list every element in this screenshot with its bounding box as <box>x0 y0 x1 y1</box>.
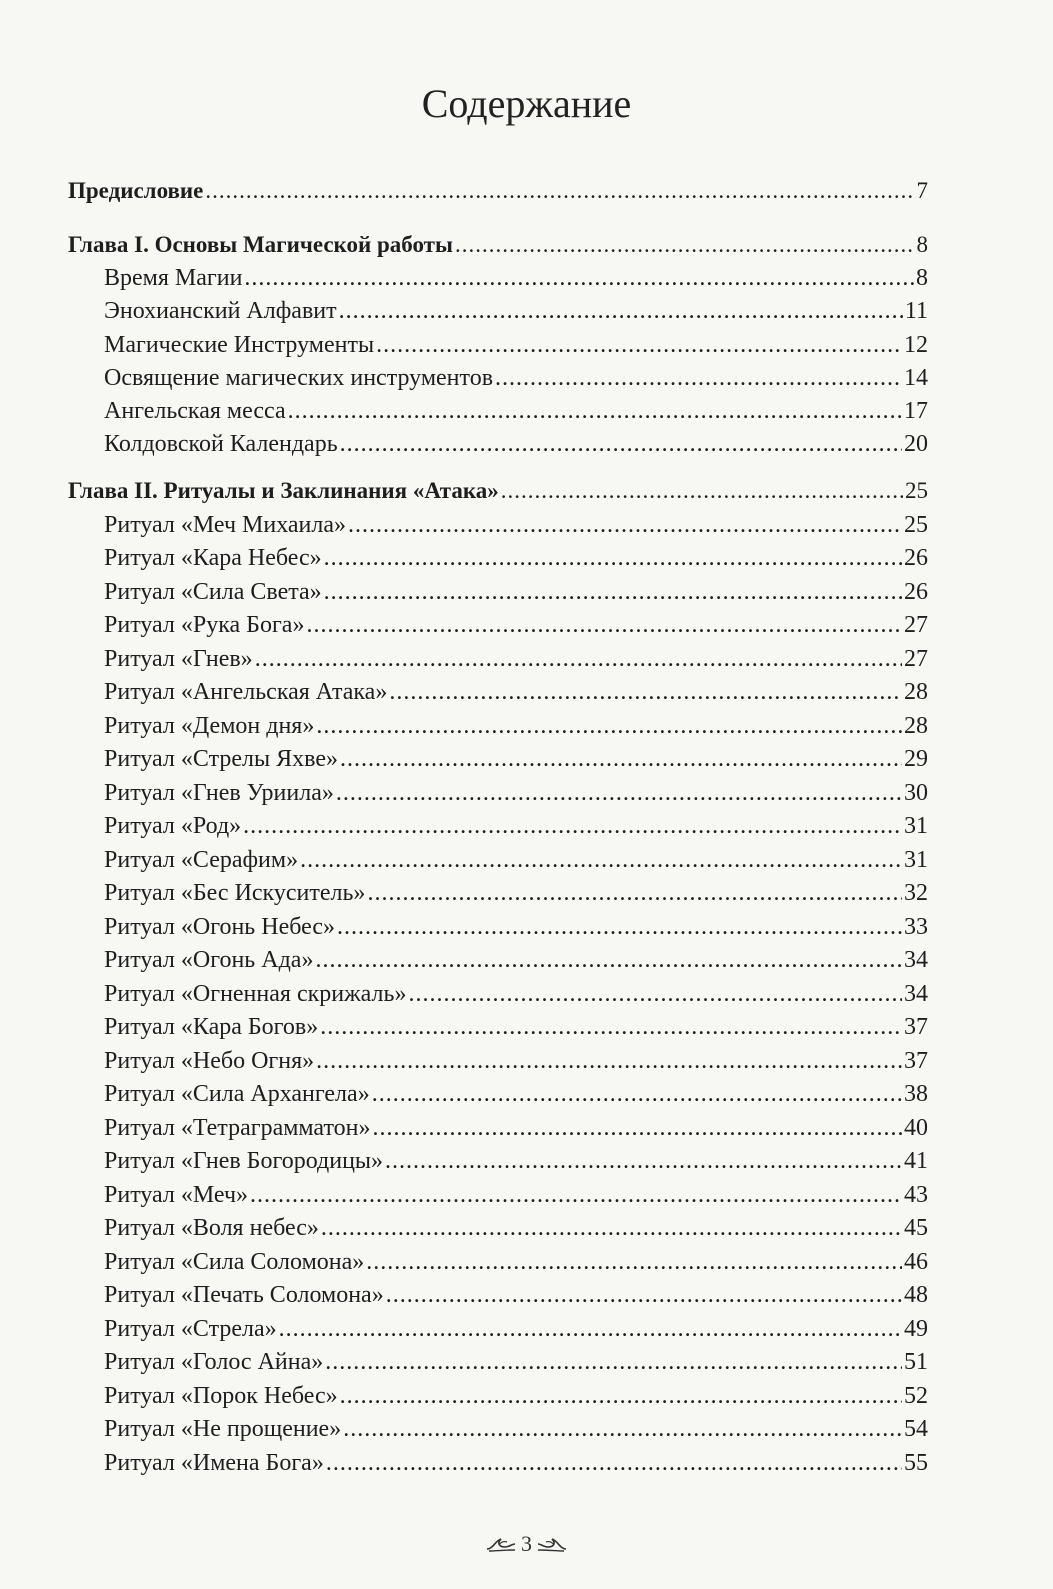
toc-entry <box>104 1079 928 1109</box>
toc-entry-title: Энохианский Алфавит <box>104 298 337 325</box>
toc-entry <box>104 363 928 393</box>
dot-leader <box>455 230 915 260</box>
toc-entry-title: Ритуал «Голос Айна» <box>104 1349 324 1375</box>
toc-entry-title: Ритуал «Сила Света» <box>104 578 322 605</box>
toc-entry <box>104 677 928 707</box>
toc-entry-page: 49 <box>904 1315 928 1342</box>
toc-entry <box>104 878 928 908</box>
dot-leader <box>205 176 914 206</box>
toc-entry <box>104 912 928 942</box>
dot-leader <box>315 945 902 975</box>
dot-leader <box>324 543 902 573</box>
dot-leader <box>326 1448 902 1478</box>
dot-leader <box>320 1012 902 1042</box>
toc-entry-title: Ритуал «Род» <box>104 813 242 839</box>
toc-entry-title: Глава I. Основы Магической работы <box>68 232 453 257</box>
toc-entry <box>104 845 928 875</box>
toc-chapter-entry <box>68 476 928 506</box>
toc-entry <box>104 945 928 975</box>
toc-entry-page: 27 <box>904 612 928 638</box>
toc-entry-title: Ритуал «Кара Богов» <box>104 1014 319 1040</box>
toc-entry-page: 51 <box>904 1349 928 1375</box>
dot-leader <box>372 1113 902 1143</box>
toc-entry <box>104 429 928 459</box>
dot-leader <box>316 711 902 741</box>
toc-entry-title: Предисловие <box>68 178 204 203</box>
toc-entry-page: 28 <box>904 712 928 739</box>
toc-entry-page: 31 <box>904 846 928 873</box>
toc-entry <box>104 296 928 326</box>
dot-leader <box>340 1381 902 1411</box>
toc-entry-page: 20 <box>904 431 928 458</box>
toc-entry-title: Ритуал «Бес Искуситель» <box>104 880 366 906</box>
toc-entry-title: Ритуал «Демон дня» <box>104 712 315 739</box>
toc-entry <box>104 1448 928 1478</box>
toc-entry <box>104 1314 928 1344</box>
toc-entry-title: Время Магии <box>104 265 243 292</box>
toc-entry-page: 45 <box>904 1215 928 1241</box>
toc-entry <box>104 330 928 360</box>
toc-entry-page: 7 <box>916 178 928 203</box>
toc-entry-title: Освящение магических инструментов <box>104 364 494 391</box>
toc-entry-title: Ритуал «Сила Соломона» <box>104 1248 365 1275</box>
toc-entry-page: 32 <box>904 880 928 906</box>
dot-leader <box>336 778 902 808</box>
dot-leader <box>385 1146 902 1176</box>
toc-entry <box>104 1280 928 1310</box>
toc-entry-title: Магические Инструменты <box>104 331 375 358</box>
toc-entry <box>104 577 928 607</box>
toc-entry-page: 17 <box>904 398 928 424</box>
page-number: 3 <box>521 1531 532 1556</box>
toc-entry-title: Ритуал «Воля небес» <box>104 1215 319 1241</box>
right-ornament-icon <box>536 1535 568 1553</box>
toc-entry-page: 8 <box>916 232 928 257</box>
page-title: Содержание <box>421 81 632 126</box>
toc-entry <box>104 396 928 426</box>
toc-entry-title: Ритуал «Гнев Уриила» <box>104 779 334 806</box>
dot-leader <box>501 476 903 506</box>
toc-entry-page: 37 <box>904 1014 928 1040</box>
toc-entry <box>104 1046 928 1076</box>
toc-entry <box>104 543 928 573</box>
dot-leader <box>316 1046 902 1076</box>
left-ornament-icon <box>485 1535 517 1553</box>
toc-entry-page: 46 <box>904 1248 928 1275</box>
dot-leader <box>389 677 902 707</box>
toc-entry <box>104 778 928 808</box>
toc-entry-title: Ритуал «Кара Небес» <box>104 545 322 571</box>
dot-leader <box>321 1213 902 1243</box>
toc-entry <box>104 1247 928 1277</box>
toc-entry <box>104 510 928 540</box>
toc-entry <box>104 1180 928 1210</box>
dot-leader <box>495 363 902 393</box>
toc-entry-title: Ритуал «Меч Михаила» <box>104 511 347 538</box>
toc-entry-title: Ритуал «Имена Бога» <box>104 1449 324 1476</box>
dot-leader <box>279 1314 902 1344</box>
toc-entry <box>104 1012 928 1042</box>
toc-entry-title: Ритуал «Серафим» <box>104 846 299 873</box>
toc-entry <box>104 1213 928 1243</box>
dot-leader <box>306 610 902 640</box>
dot-leader <box>376 330 902 360</box>
toc-entry-title: Ритуал «Не прощение» <box>104 1416 342 1442</box>
toc-entry-page: 52 <box>904 1382 928 1409</box>
toc-entry-page: 41 <box>904 1148 928 1174</box>
toc-entry-page: 11 <box>904 298 928 325</box>
toc-entry <box>104 1414 928 1444</box>
toc-entry <box>104 1347 928 1377</box>
toc-entry-title: Ритуал «Ангельская Атака» <box>104 679 388 705</box>
dot-leader <box>255 644 902 674</box>
toc-entry-page: 43 <box>904 1181 928 1208</box>
toc-entry-page: 55 <box>904 1449 928 1476</box>
toc-entry-page: 48 <box>904 1282 928 1308</box>
toc-entry-page: 25 <box>905 478 928 503</box>
toc-entry-title: Ритуал «Рука Бога» <box>104 612 305 638</box>
toc-entry-title: Ритуал «Небо Огня» <box>104 1047 315 1074</box>
dot-leader <box>366 1247 902 1277</box>
dot-leader <box>340 429 902 459</box>
toc-chapter-entry <box>68 230 928 260</box>
toc-entry <box>104 644 928 674</box>
toc-entry-title: Ритуал «Стрелы Яхве» <box>104 746 338 772</box>
dot-leader <box>367 878 902 908</box>
toc-entry-page: 34 <box>904 947 928 973</box>
dot-leader <box>300 845 902 875</box>
toc-entry-page: 8 <box>916 265 928 292</box>
dot-leader <box>372 1079 902 1109</box>
dot-leader <box>325 1347 902 1377</box>
toc-entry-page: 54 <box>904 1416 928 1442</box>
toc-entry-title: Ритуал «Гнев Богородицы» <box>104 1148 384 1174</box>
toc-chapter-entry <box>68 176 928 206</box>
toc-entry-page: 25 <box>904 511 928 538</box>
toc-entry <box>104 263 928 293</box>
toc-entry-title: Ритуал «Огонь Ада» <box>104 947 314 973</box>
toc-entry-page: 34 <box>904 980 928 1007</box>
toc-entry <box>104 979 928 1009</box>
toc-entry-title: Ритуал «Тетраграмматон» <box>104 1114 371 1141</box>
toc-entry-title: Ритуал «Печать Соломона» <box>104 1282 384 1308</box>
toc-entry-page: 26 <box>904 578 928 605</box>
toc-entry-title: Ритуал «Гнев» <box>104 645 253 672</box>
toc-entry-page: 37 <box>904 1047 928 1074</box>
dot-leader <box>243 811 902 841</box>
toc-entry-page: 28 <box>904 679 928 705</box>
toc-entry-title: Ритуал «Огонь Небес» <box>104 913 336 940</box>
toc-entry <box>104 1113 928 1143</box>
dot-leader <box>324 577 902 607</box>
toc-entry-title: Глава II. Ритуалы и Заклинания «Атака» <box>68 478 499 503</box>
dot-leader <box>343 1414 902 1444</box>
dot-leader <box>339 296 903 326</box>
toc-entry-page: 40 <box>904 1114 928 1141</box>
toc-entry-page: 29 <box>904 746 928 772</box>
toc-entry <box>104 744 928 774</box>
dot-leader <box>288 396 902 426</box>
toc-entry-title: Ритуал «Стрела» <box>104 1315 277 1342</box>
toc-entry <box>104 711 928 741</box>
toc-entry-page: 33 <box>904 913 928 940</box>
toc-entry <box>104 1381 928 1411</box>
toc-entry <box>104 811 928 841</box>
toc-entry-title: Ритуал «Порок Небес» <box>104 1382 338 1409</box>
toc-entry <box>104 610 928 640</box>
toc-entry-title: Колдовской Календарь <box>104 431 338 458</box>
toc-entry-title: Ритуал «Меч» <box>104 1181 249 1208</box>
dot-leader <box>386 1280 902 1310</box>
dot-leader <box>348 510 902 540</box>
toc-entry-page: 31 <box>904 813 928 839</box>
dot-leader <box>340 744 902 774</box>
toc-entry-page: 27 <box>904 645 928 672</box>
toc-entry-title: Ангельская месса <box>104 398 286 424</box>
page-footer <box>0 1531 1053 1557</box>
dot-leader <box>244 263 914 293</box>
dot-leader <box>408 979 902 1009</box>
toc-entry-page: 38 <box>904 1081 928 1107</box>
toc-entry-title: Ритуал «Огненная скрижаль» <box>104 980 407 1007</box>
toc-entry-page: 12 <box>904 331 928 358</box>
dot-leader <box>337 912 902 942</box>
toc-entry-title: Ритуал «Сила Архангела» <box>104 1081 370 1107</box>
toc-entry-page: 14 <box>904 364 928 391</box>
toc-entry-page: 30 <box>904 779 928 806</box>
dot-leader <box>250 1180 902 1210</box>
toc-entry-page: 26 <box>904 545 928 571</box>
toc-entry <box>104 1146 928 1176</box>
